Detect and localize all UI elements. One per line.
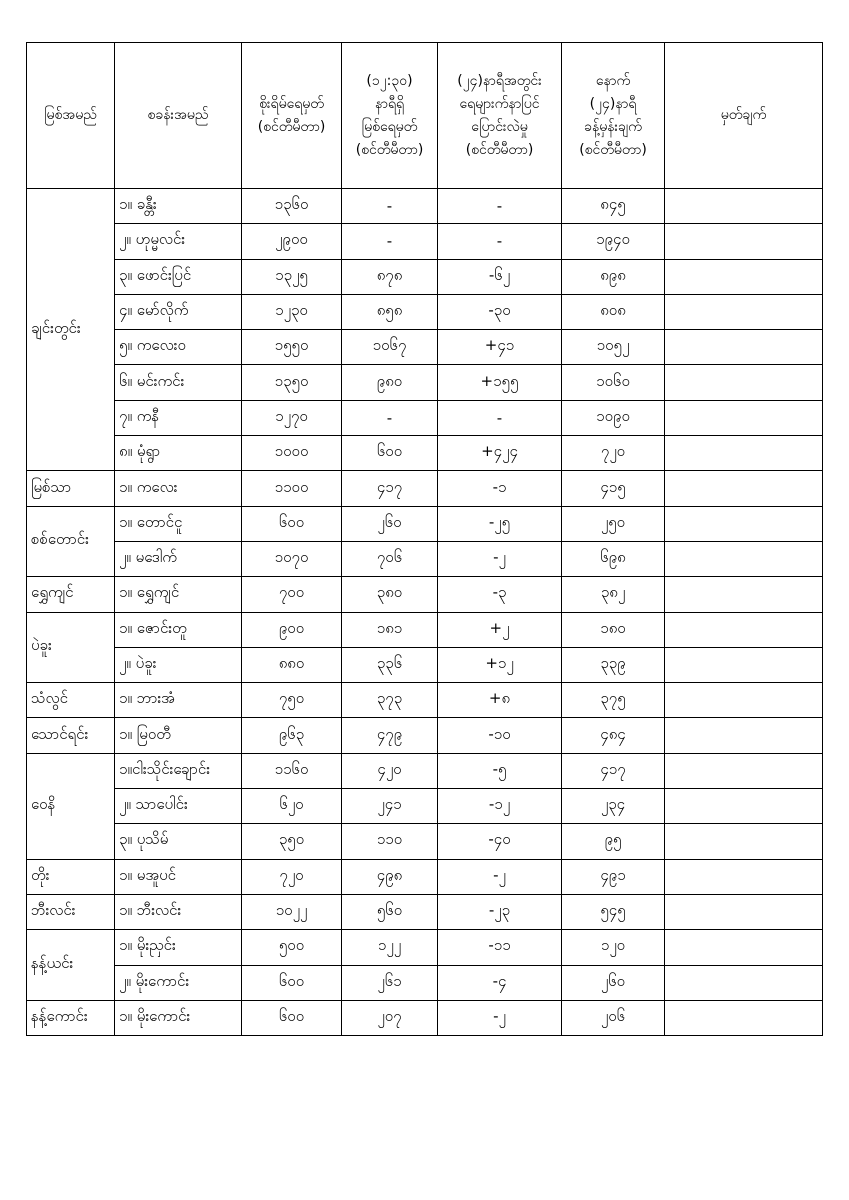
station-name: ၁။ ကလေး — [115, 471, 242, 506]
station-name: ၁။ ဘားအံ — [115, 683, 242, 718]
remark — [665, 400, 823, 435]
station-name: ၂။ ဟုမ္မလင်း — [115, 224, 242, 259]
river-name: နန့်ကောင်း — [27, 1000, 115, 1035]
forecast-level: ၉၅ — [562, 824, 665, 859]
level-change: - — [438, 224, 562, 259]
station-name: ၇။ ကနီ — [115, 400, 242, 435]
remark — [665, 259, 823, 294]
current-level: ၃၃၆ — [342, 647, 438, 682]
level-change: -၄ — [438, 965, 562, 1000]
current-level: ၄၇၉ — [342, 718, 438, 753]
danger-level: ၃၅၀ — [242, 824, 342, 859]
remark — [665, 224, 823, 259]
current-level: ၁၈၁ — [342, 612, 438, 647]
danger-level: ၁၀၂၂ — [242, 894, 342, 929]
remark — [665, 436, 823, 471]
current-level: ၂၆၁ — [342, 965, 438, 1000]
station-name: ၁။ ဘီးလင်း — [115, 894, 242, 929]
level-change: -၂ — [438, 1000, 562, 1035]
forecast-level: ၈၄၅ — [562, 189, 665, 224]
level-change: - — [438, 400, 562, 435]
col-header-current-level: (၁၂:၃၀) နာရီရှိ မြစ်ရေမှတ် (စင်တီမီတာ) — [342, 43, 438, 189]
remark — [665, 894, 823, 929]
river-name: သောင်ရင်း — [27, 718, 115, 753]
remark — [665, 683, 823, 718]
forecast-level: ၄၁၇ — [562, 753, 665, 788]
danger-level: ၁၃၅၀ — [242, 365, 342, 400]
remark — [665, 1000, 823, 1035]
remark — [665, 330, 823, 365]
remark — [665, 612, 823, 647]
station-name: ၂။ မိုးကောင်း — [115, 965, 242, 1000]
remark — [665, 471, 823, 506]
forecast-level: ၃၈၂ — [562, 577, 665, 612]
forecast-level: ၁၀၆၀ — [562, 365, 665, 400]
table-row — [27, 647, 823, 682]
forecast-level: ၂၃၄ — [562, 789, 665, 824]
current-level: ၁၁၀ — [342, 824, 438, 859]
level-change: +၂ — [438, 612, 562, 647]
remark — [665, 506, 823, 541]
table-row — [27, 577, 823, 612]
station-name: ၆။ မင်းကင်း — [115, 365, 242, 400]
header-row — [27, 43, 823, 189]
remark — [665, 647, 823, 682]
forecast-level: ၂၀၆ — [562, 1000, 665, 1035]
danger-level: ၉၆၃ — [242, 718, 342, 753]
forecast-level: ၂၅၀ — [562, 506, 665, 541]
river-name: ဘီးလင်း — [27, 894, 115, 929]
danger-level: ၁၀၇၀ — [242, 541, 342, 576]
station-name: ၂။ ပဲခူး — [115, 647, 242, 682]
forecast-level: ၈၀၈ — [562, 294, 665, 329]
forecast-level: ၃၇၅ — [562, 683, 665, 718]
current-level: ၂၀၇ — [342, 1000, 438, 1035]
forecast-level: ၇၂၀ — [562, 436, 665, 471]
table-row — [27, 683, 823, 718]
remark — [665, 541, 823, 576]
current-level: - — [342, 400, 438, 435]
station-name: ၂။ မဒေါက် — [115, 541, 242, 576]
current-level: ၄၉၈ — [342, 859, 438, 894]
forecast-level: ၈၉၈ — [562, 259, 665, 294]
remark — [665, 824, 823, 859]
station-name: ၁။ တောင်ငူ — [115, 506, 242, 541]
danger-level: ၁၁၆၀ — [242, 753, 342, 788]
danger-level: ၉၀၀ — [242, 612, 342, 647]
table-row — [27, 330, 823, 365]
remark — [665, 577, 823, 612]
col-header-station: စခန်းအမည် — [115, 43, 242, 189]
table-row — [27, 1000, 823, 1035]
danger-level: ၁၃၆၀ — [242, 189, 342, 224]
level-change: -၂၅ — [438, 506, 562, 541]
level-change: -၅ — [438, 753, 562, 788]
station-name: ၁။ငါးသိုင်းချောင်း — [115, 753, 242, 788]
forecast-level: ၄၉၁ — [562, 859, 665, 894]
remark — [665, 859, 823, 894]
table-row — [27, 612, 823, 647]
river-level-table — [26, 42, 823, 1036]
remark — [665, 789, 823, 824]
station-name: ၅။ ကလေးဝ — [115, 330, 242, 365]
level-change: - — [438, 189, 562, 224]
river-name: ဝေနိ — [27, 753, 115, 859]
level-change: +၁၅၅ — [438, 365, 562, 400]
danger-level: ၁၂၇၀ — [242, 400, 342, 435]
forecast-level: ၁၂၀ — [562, 930, 665, 965]
table-row — [27, 400, 823, 435]
river-name: စစ်တောင်း — [27, 506, 115, 577]
remark — [665, 365, 823, 400]
danger-level: ၇၀၀ — [242, 577, 342, 612]
current-level: - — [342, 224, 438, 259]
danger-level: ၁၂၃၀ — [242, 294, 342, 329]
station-name: ၂။ သာပေါင်း — [115, 789, 242, 824]
danger-level: ၅၀၀ — [242, 930, 342, 965]
remark — [665, 718, 823, 753]
forecast-level: ၄၈၄ — [562, 718, 665, 753]
current-level: ၂၄၁ — [342, 789, 438, 824]
station-name: ၁။ ရွှေကျင် — [115, 577, 242, 612]
station-name: ၁။ မိုးညှင်း — [115, 930, 242, 965]
remark — [665, 189, 823, 224]
river-name: ရွှေကျင် — [27, 577, 115, 612]
remark — [665, 930, 823, 965]
current-level: - — [342, 189, 438, 224]
table-row — [27, 294, 823, 329]
level-change: -၁၂ — [438, 789, 562, 824]
danger-level: ၁၀၀၀ — [242, 436, 342, 471]
table-row — [27, 965, 823, 1000]
table-row — [27, 365, 823, 400]
danger-level: ၆၀၀ — [242, 1000, 342, 1035]
col-header-24h-change: (၂၄)နာရီအတွင်း ရေများက်နာပြင် ပြောင်းလဲမှု (စင်တီမီတာ) — [438, 43, 562, 189]
forecast-level: ၆၉၈ — [562, 541, 665, 576]
table-row — [27, 224, 823, 259]
current-level: ၅၆၀ — [342, 894, 438, 929]
river-name: သံလွင် — [27, 683, 115, 718]
level-change: -၆၂ — [438, 259, 562, 294]
forecast-level: ၅၄၅ — [562, 894, 665, 929]
table-row — [27, 789, 823, 824]
level-change: -၄၀ — [438, 824, 562, 859]
current-level: ၄၁၇ — [342, 471, 438, 506]
level-change: +၁၂ — [438, 647, 562, 682]
level-change: +၄၁ — [438, 330, 562, 365]
remark — [665, 965, 823, 1000]
table-row — [27, 541, 823, 576]
forecast-level: ၂၆၀ — [562, 965, 665, 1000]
danger-level: ၇၅၀ — [242, 683, 342, 718]
river-name: မြစ်သာ — [27, 471, 115, 506]
current-level: ၂၆၀ — [342, 506, 438, 541]
level-change: -၁၁ — [438, 930, 562, 965]
current-level: ၁၂၂ — [342, 930, 438, 965]
danger-level: ၁၅၅၀ — [242, 330, 342, 365]
level-change: -၂၃ — [438, 894, 562, 929]
danger-level: ၈၈၀ — [242, 647, 342, 682]
level-change: -၂ — [438, 859, 562, 894]
table-row — [27, 824, 823, 859]
station-name: ၁။ မြဝတီ — [115, 718, 242, 753]
river-name: နန့်ယင်း — [27, 930, 115, 1001]
river-name: ချင်းတွင်း — [27, 189, 115, 471]
table-row — [27, 259, 823, 294]
current-level: ၇၀၆ — [342, 541, 438, 576]
table-row — [27, 894, 823, 929]
station-name: ၈။ မုံရွာ — [115, 436, 242, 471]
danger-level: ၆၀၀ — [242, 506, 342, 541]
danger-level: ၂၉၀၀ — [242, 224, 342, 259]
station-name: ၁။ ဇောင်းတူ — [115, 612, 242, 647]
table-row — [27, 930, 823, 965]
table-row — [27, 436, 823, 471]
forecast-level: ၄၁၅ — [562, 471, 665, 506]
danger-level: ၁၁၀၀ — [242, 471, 342, 506]
current-level: ၁၀၆၇ — [342, 330, 438, 365]
level-change: -၃၀ — [438, 294, 562, 329]
current-level: ၃၈၀ — [342, 577, 438, 612]
station-name: ၁။ မိုးကောင်း — [115, 1000, 242, 1035]
level-change: -၁၀ — [438, 718, 562, 753]
level-change: +၄၂၄ — [438, 436, 562, 471]
table-row — [27, 718, 823, 753]
col-header-danger-level: စိုးရိမ်ရေမှတ် (စင်တီမီတာ) — [242, 43, 342, 189]
forecast-level: ၁၀၉၀ — [562, 400, 665, 435]
table-row — [27, 189, 823, 224]
table-row — [27, 859, 823, 894]
current-level: ၈၇၈ — [342, 259, 438, 294]
remark — [665, 753, 823, 788]
level-change: -၁ — [438, 471, 562, 506]
current-level: ၉၈၀ — [342, 365, 438, 400]
river-name: ပဲခူး — [27, 612, 115, 683]
current-level: ၃၇၃ — [342, 683, 438, 718]
table-row — [27, 753, 823, 788]
station-name: ၃။ ဖောင်းပြင် — [115, 259, 242, 294]
station-name: ၁။ မအူပင် — [115, 859, 242, 894]
forecast-level: ၃၃၉ — [562, 647, 665, 682]
station-name: ၁။ ခန္တီး — [115, 189, 242, 224]
col-header-forecast: နောက် (၂၄)နာရီ ခန့်မှန်းချက် (စင်တီမီတာ) — [562, 43, 665, 189]
level-change: +၈ — [438, 683, 562, 718]
river-name: တိုး — [27, 859, 115, 894]
station-name: ၄။ မော်လိုက် — [115, 294, 242, 329]
level-change: -၂ — [438, 541, 562, 576]
remark — [665, 294, 823, 329]
table-row — [27, 471, 823, 506]
col-header-remarks: မှတ်ချက် — [665, 43, 823, 189]
danger-level: ၇၂၀ — [242, 859, 342, 894]
danger-level: ၁၃၂၅ — [242, 259, 342, 294]
level-change: -၃ — [438, 577, 562, 612]
forecast-level: ၁၀၅၂ — [562, 330, 665, 365]
forecast-level: ၁၈၀ — [562, 612, 665, 647]
forecast-level: ၁၉၄၀ — [562, 224, 665, 259]
current-level: ၈၅၈ — [342, 294, 438, 329]
station-name: ၃။ ပုသိမ် — [115, 824, 242, 859]
table-row — [27, 506, 823, 541]
danger-level: ၆၂၀ — [242, 789, 342, 824]
current-level: ၄၂၀ — [342, 753, 438, 788]
danger-level: ၆၀၀ — [242, 965, 342, 1000]
col-header-river: မြစ်အမည် — [27, 43, 115, 189]
current-level: ၆၀၀ — [342, 436, 438, 471]
